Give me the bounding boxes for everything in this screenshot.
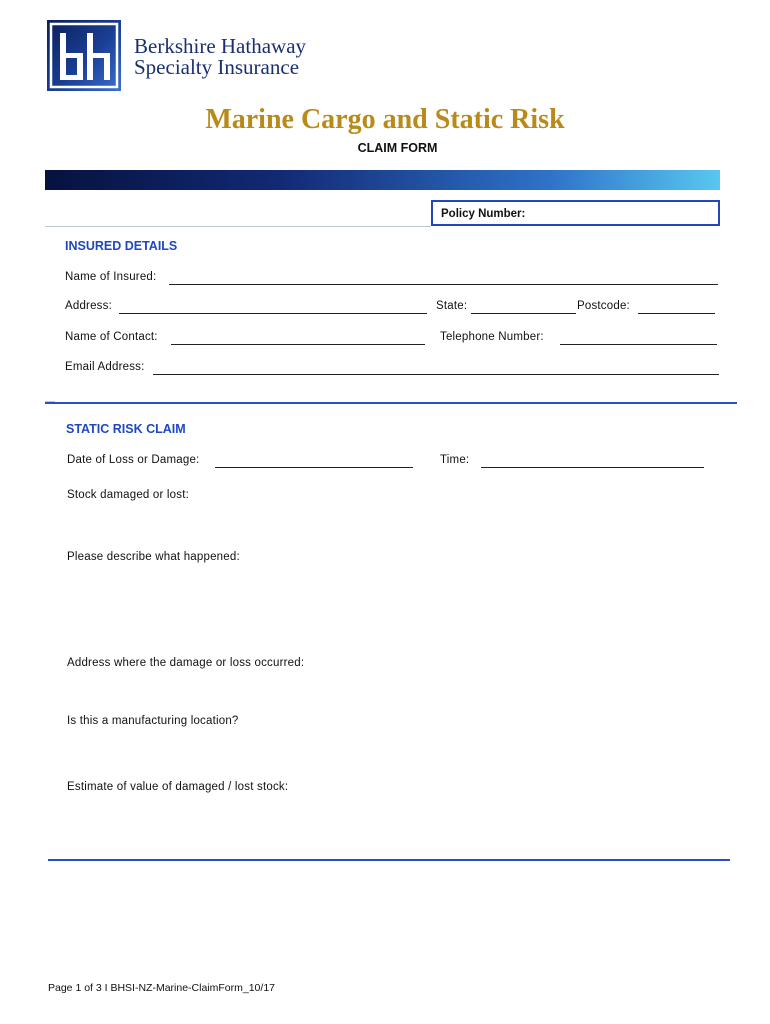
email-address-field[interactable]: [153, 374, 719, 375]
telephone-number-field[interactable]: [560, 344, 717, 345]
time-label: Time:: [440, 454, 470, 466]
name-of-contact-field[interactable]: [171, 344, 425, 345]
company-name: [134, 36, 306, 78]
policy-number-field[interactable]: [431, 200, 720, 226]
date-of-loss-label: Date of Loss or Damage:: [67, 454, 200, 466]
section-divider: [45, 402, 737, 404]
name-of-insured-field[interactable]: [169, 284, 718, 285]
company-name-line2: Specialty Insurance: [134, 55, 300, 79]
email-address-label: Email Address:: [65, 361, 145, 373]
postcode-label: Postcode:: [577, 300, 630, 312]
address-label: Address:: [65, 300, 112, 312]
header-gradient-bar: [45, 170, 720, 190]
name-of-insured-label: Name of Insured:: [65, 271, 157, 283]
page-footer: Page 1 of 3 I BHSI-NZ-Marine-ClaimForm_10/17: [48, 982, 275, 994]
state-field[interactable]: [471, 313, 576, 314]
telephone-number-label: Telephone Number:: [440, 331, 544, 343]
form-subtitle: CLAIM FORM: [357, 141, 438, 155]
postcode-field[interactable]: [638, 313, 715, 314]
manufacturing-location-label: Is this a manufacturing location?: [67, 715, 239, 727]
state-label: State:: [436, 300, 468, 312]
date-of-loss-field[interactable]: [215, 467, 413, 468]
insured-details-heading: INSURED DETAILS: [65, 239, 178, 253]
form-title: Marine Cargo and Static Risk: [205, 104, 565, 135]
bh-logo-mark: [47, 20, 121, 91]
company-name-line1: Berkshire Hathaway: [134, 34, 307, 58]
name-of-contact-label: Name of Contact:: [65, 331, 158, 343]
divider: [45, 226, 431, 227]
static-risk-claim-heading: STATIC RISK CLAIM: [66, 422, 186, 436]
section-divider: [48, 859, 730, 861]
bh-logo: [47, 20, 121, 91]
stock-damaged-label: Stock damaged or lost:: [67, 489, 190, 501]
estimate-value-label: Estimate of value of damaged / lost stock:: [67, 781, 289, 793]
describe-what-happened-label: Please describe what happened:: [67, 551, 240, 563]
loss-address-label: Address where the damage or loss occurred:: [67, 657, 305, 669]
policy-number-label: Policy Number:: [441, 208, 526, 220]
time-field[interactable]: [481, 467, 704, 468]
address-field[interactable]: [119, 313, 427, 314]
